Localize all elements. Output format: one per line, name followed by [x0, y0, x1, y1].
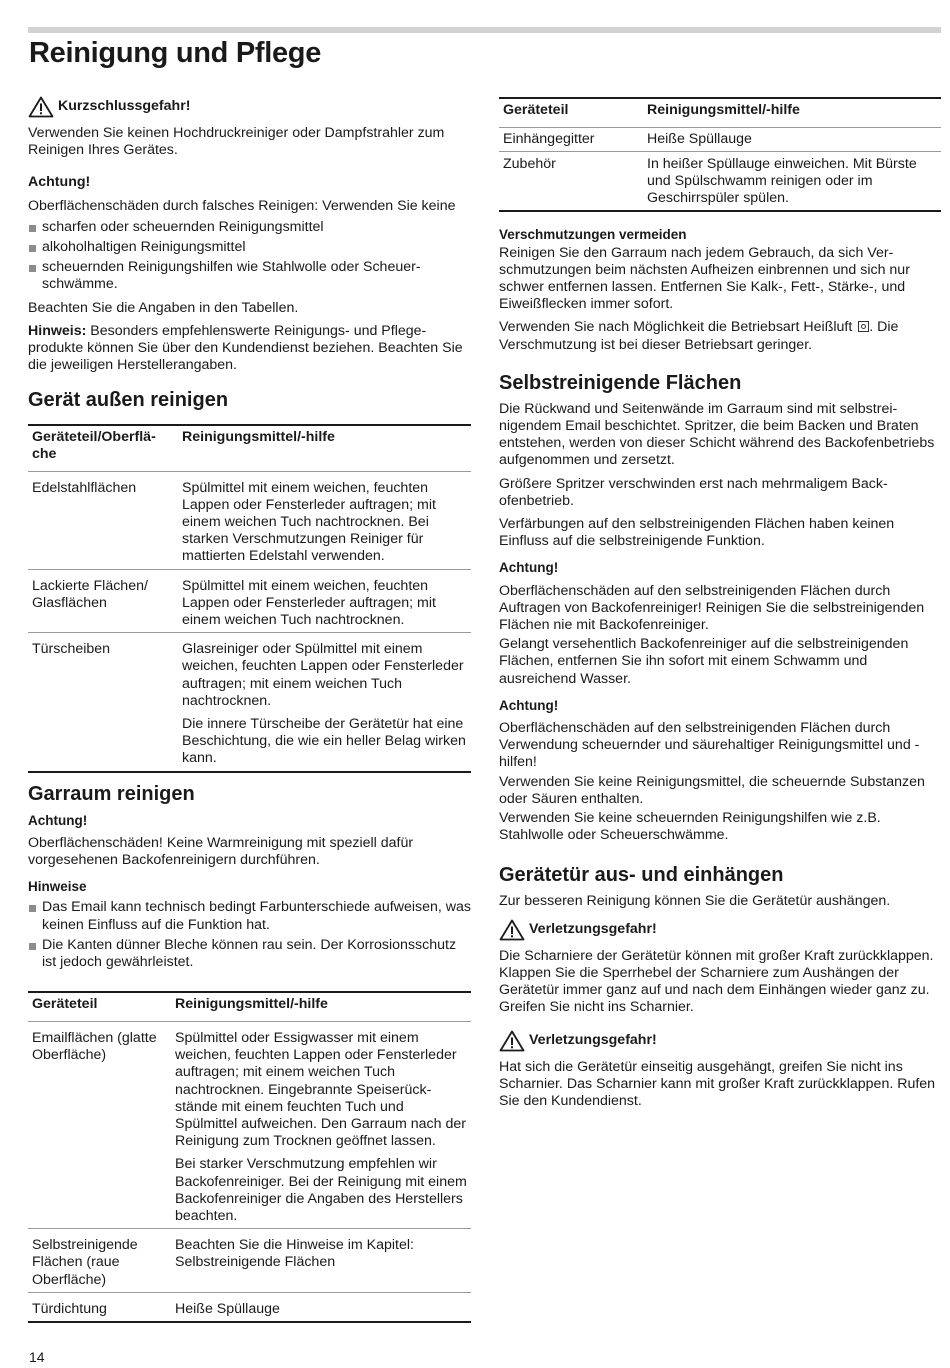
hinweise-list	[28, 899, 471, 971]
achtung-text: Gelangt versehentlich Backofenreiniger auf die selbstreinigenden Flächen, entfernen Sie ihn sofort mit einem Schwamm und ausreichend Wasser.	[499, 636, 909, 687]
table-row	[28, 1292, 471, 1322]
part-cell: Lackierte Flächen/ Glasflächen	[28, 569, 178, 633]
avoid-hot-air-text	[499, 319, 941, 353]
part-cell: Selbstreinigende Flächen (raue Oberfläche)	[28, 1229, 171, 1293]
achtung-text: Oberflächenschäden auf den selbstreinigenden Flächen durch Verwendung scheuernder und säurehaltiger Reinigungsmittel und -hilfen!	[499, 720, 920, 771]
achtung-intro: Oberflächenschäden durch falsches Reinigen: Verwenden Sie keine	[28, 197, 456, 214]
warning-triangle-icon	[499, 919, 525, 941]
hot-air-mode-icon	[858, 321, 869, 332]
section-heading-oven: Garraum reinigen	[28, 782, 195, 805]
part-cell: Edelstahlflächen	[28, 471, 178, 569]
cleaning-text: Heiße Spüllauge	[175, 1300, 280, 1317]
short-circuit-warning	[28, 96, 471, 118]
self-cleaning-text: Größere Spritzer verschwinden erst nach mehrmaligem Backofenbetrieb.	[499, 475, 888, 509]
hinweis-text: Besonders empfehlenswerte Reinigungs- und Pflegeprodukte können Sie über den Kundendienst beziehen. Beachten Sie die jeweiligen Herstellerangaben.	[28, 322, 463, 374]
hinweise-label: Hinweise	[28, 879, 87, 895]
achtung-label: Achtung!	[28, 812, 88, 828]
cleaning-cell	[171, 1229, 471, 1293]
table-row	[499, 127, 941, 151]
table-row	[28, 633, 471, 772]
warning-title: Verletzungsgefahr!	[529, 921, 657, 938]
cleaning-text: Beachten Sie die Hinweise im Kapitel: Selbstreinigende Flächen	[175, 1237, 414, 1271]
table-header: Reinigungsmittel/-hilfe	[171, 992, 471, 1021]
warning-text: Die Scharniere der Gerätetür können mit großer Kraft zurückklappen. Klappen Sie die Sperrhebel der Scharniere zum Aushängen der Gerätetür immer ganz auf und nach dem Einhängen wieder ganz zu. Greifen Sie nicht ins Scharnier.	[499, 947, 934, 1016]
hinweis-paragraph	[28, 323, 471, 375]
section-heading-outside: Gerät außen reinigen	[28, 389, 229, 412]
avoid-text-before: Verwenden Sie nach Möglichkeit die Betriebsart Heißluft	[499, 319, 857, 336]
accessories-cleaning-table	[499, 97, 941, 212]
achtung-text: Oberflächenschäden! Keine Warmreinigung mit speziell dafür vorgesehenen Backofenreinigern durchführen.	[28, 834, 414, 869]
table-header: Geräteteil	[28, 992, 171, 1021]
table-row	[499, 151, 941, 211]
oven-cleaning-table	[28, 991, 471, 1323]
achtung-text: Verwenden Sie keine Reinigungsmittel, die scheuernde Substanzen oder Säuren enthalten.	[499, 773, 925, 807]
achtung-list	[28, 219, 471, 294]
self-cleaning-text: Die Rückwand und Seitenwände im Garraum sind mit selbstreinigendem Email beschichtet. Spritzer, die beim Backen und Braten entstehen, werden von dieser Schicht während des Backofenbetriebs aufgenommen und zersetzt.	[499, 400, 935, 469]
table-header: Geräteteil/Oberfläche	[28, 425, 178, 471]
list-item: alkoholhaltigen Reinigungsmittel	[28, 239, 471, 256]
injury-warning	[499, 919, 941, 941]
warning-triangle-icon	[28, 96, 54, 118]
table-header: Reinigungsmittel/-hilfe	[643, 98, 941, 127]
avoid-text: Reinigen Sie den Garraum nach jedem Gebrauch, da sich Verschmutzungen beim nächsten Aufheizen einbrennen und sich nur schwer entfernen lassen. Entfernen Sie Kalk-, Fett-, Stärke-, und Eiweißflecken immer sofort.	[499, 244, 910, 313]
section-heading-self-cleaning: Selbstreinigende Flächen	[499, 371, 742, 394]
cleaning-text: Heiße Spüllauge	[647, 130, 752, 147]
warning-triangle-icon	[499, 1030, 525, 1052]
outside-cleaning-table	[28, 424, 471, 772]
cleaning-text: In heißer Spüllauge einweichen. Mit Bürste und Spülschwamm reinigen oder im Geschirrspüler spülen.	[647, 155, 917, 207]
list-item: Das Email kann technisch bedingt Farbunterschiede aufweisen, was keinen Einfluss auf die Funktion hat.	[28, 899, 471, 933]
warning-title: Verletzungsgefahr!	[529, 1031, 657, 1048]
avoid-text-after: . Die Verschmutzung ist bei dieser Betriebsart geringer.	[499, 319, 899, 353]
left-column	[28, 96, 471, 1323]
part-cell: Einhängegitter	[499, 127, 643, 151]
cleaning-text: Glasreiniger oder Spülmittel mit einem weichen, feuchten Lappen oder Fensterleder auftragen; mit einem weichen Tuch nachtrocknen.	[182, 641, 464, 709]
part-cell: Türdichtung	[28, 1292, 171, 1322]
list-item: scharfen oder scheuernden Reinigungsmittel	[28, 219, 471, 236]
cleaning-text: Spülmittel oder Essigwasser mit einem weichen, feuchten Lappen oder Fensterleder auftragen; mit einem weichen Tuch nachtrocknen. Eingebrannte Speiserückstände mit einem feuchten Tuch und Spülmittel aufweichen. Den Garraum nach der Reinigung zum Trocknen geöffnet lassen.	[175, 1029, 466, 1150]
avoid-heading: Verschmutzungen vermeiden	[499, 227, 687, 243]
table-row	[28, 1229, 471, 1293]
cleaning-text: Spülmittel mit einem weichen, feuchten Lappen oder Fensterleder auftragen; mit einem weichen Tuch nachtrocknen. Bei starken Verschmutzungen Reiniger für mattierten Edelstahl verwenden.	[182, 479, 436, 565]
cleaning-cell	[178, 569, 471, 633]
part-cell: Zubehör	[499, 151, 643, 211]
achtung-text: Oberflächenschäden auf den selbstreinigenden Flächen durch Auftragen von Backofenreiniger! Reinigen Sie die selbstreinigenden Flächen nie mit Backofenreiniger.	[499, 582, 925, 634]
cleaning-cell	[178, 633, 471, 772]
warning-text: Hat sich die Gerätetür einseitig ausgehängt, greifen Sie nicht ins Scharnier. Das Scharnier kann mit großer Kraft zurückklappen. Rufen Sie den Kundendienst.	[499, 1058, 936, 1109]
table-header: Geräteteil	[499, 98, 643, 127]
warning-text: Verwenden Sie keinen Hochdruckreiniger oder Dampfstrahler zum Reinigen Ihres Gerätes.	[28, 125, 445, 159]
hinweis-label: Hinweis:	[28, 322, 87, 339]
achtung-label: Achtung!	[499, 560, 559, 576]
cleaning-text: Die innere Türscheibe der Gerätetür hat eine Beschichtung, die wie ein heller Belag wirken kann.	[182, 716, 466, 767]
table-row	[28, 569, 471, 633]
part-cell: Emailflächen (glatte Oberfläche)	[28, 1021, 171, 1228]
table-header: Reinigungsmittel/-hilfe	[178, 425, 471, 471]
section-heading-door: Gerätetür aus- und einhängen	[499, 863, 784, 886]
list-item: Die Kanten dünner Bleche können rau sein. Der Korrosionsschutz ist jedoch gewährleistet.	[28, 937, 471, 971]
cleaning-cell	[171, 1021, 471, 1228]
achtung-text: Verwenden Sie keine scheuernden Reinigungshilfen wie z.B. Stahlwolle oder Scheuerschwämme.	[499, 810, 881, 844]
cleaning-cell	[643, 151, 941, 211]
table-row	[28, 1021, 471, 1228]
tables-note: Beachten Sie die Angaben in den Tabellen.	[28, 299, 299, 316]
part-cell: Türscheiben	[28, 633, 178, 772]
cleaning-text: Bei starker Verschmutzung empfehlen wir Backofenreiniger. Bei der Reinigung mit einem Backofenreiniger die Angaben des Herstellers beachten.	[175, 1156, 467, 1224]
door-intro: Zur besseren Reinigung können Sie die Gerätetür aushängen.	[499, 892, 891, 909]
table-row	[28, 471, 471, 569]
cleaning-text: Spülmittel mit einem weichen, feuchten Lappen oder Fensterleder auftragen; mit einem weichen Tuch nachtrocknen.	[182, 577, 436, 629]
page-number: 14	[29, 1349, 45, 1365]
achtung-label: Achtung!	[499, 697, 559, 713]
page-title: Reinigung und Pflege	[29, 37, 322, 69]
cleaning-cell	[178, 471, 471, 569]
self-cleaning-text: Verfärbungen auf den selbstreinigenden Flächen haben keinen Einfluss auf die selbstreinigende Funktion.	[499, 516, 895, 550]
cleaning-cell	[171, 1292, 471, 1322]
warning-title: Kurzschlussgefahr!	[58, 98, 191, 115]
achtung-label: Achtung!	[28, 174, 91, 191]
right-column	[499, 97, 941, 1116]
header-rule	[28, 27, 941, 33]
cleaning-cell	[643, 127, 941, 151]
injury-warning	[499, 1030, 941, 1052]
list-item: scheuernden Reinigungshilfen wie Stahlwolle oder Scheuerschwämme.	[28, 259, 471, 293]
